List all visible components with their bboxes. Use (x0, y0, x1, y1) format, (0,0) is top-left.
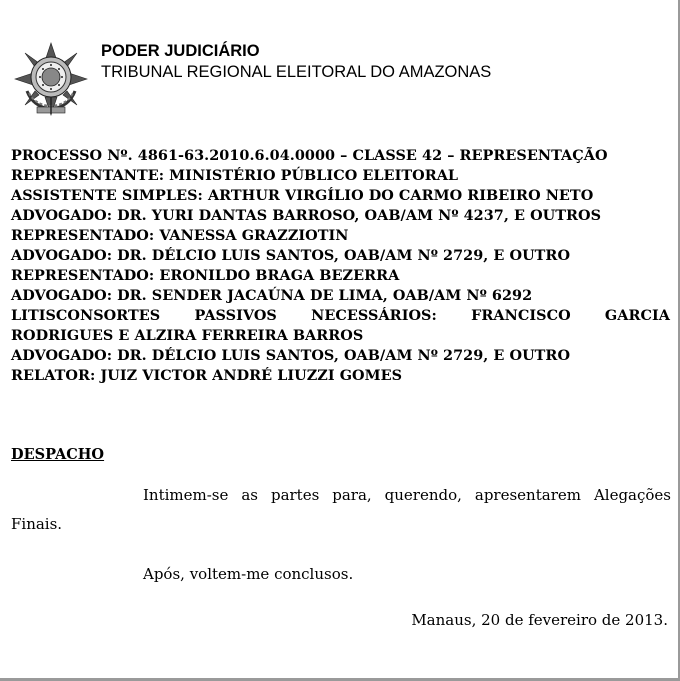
litisconsortes-line (11, 306, 670, 326)
word: apresentarem (474, 486, 581, 504)
word: Intimem-se (143, 486, 229, 504)
despacho-paragraph-1 (143, 486, 671, 504)
representado-line: REPRESENTADO: VANESSA GRAZZIOTIN (11, 227, 349, 244)
relator-line: RELATOR: JUIZ VICTOR ANDRÉ LIUZZI GOMES (11, 367, 403, 384)
word: GARCIA (604, 307, 670, 324)
closing-date: Manaus, 20 de fevereiro de 2013. (411, 611, 668, 629)
word: para, (332, 486, 372, 504)
word: querendo, (384, 486, 462, 504)
despacho-paragraph-2: Após, voltem-me conclusos. (143, 565, 354, 583)
representado-line: REPRESENTADO: ERONILDO BRAGA BEZERRA (11, 267, 400, 284)
despacho-title: DESPACHO (11, 446, 105, 463)
word: PASSIVOS (194, 307, 277, 324)
word: FRANCISCO (471, 307, 571, 324)
assistente-line: ASSISTENTE SIMPLES: ARTHUR VIRGÍLIO DO CARMO RIBEIRO NETO (11, 187, 594, 204)
word: partes (270, 486, 320, 504)
word: LITISCONSORTES (11, 307, 161, 324)
advogado-line: ADVOGADO: DR. DÉLCIO LUIS SANTOS, OAB/AM Nº 2729, E OUTRO (11, 347, 571, 364)
representante-line: REPRESENTANTE: MINISTÉRIO PÚBLICO ELEITORAL (11, 167, 459, 184)
word: as (241, 486, 258, 504)
process-block (11, 146, 670, 386)
word: NECESSÁRIOS: (311, 307, 437, 324)
advogado-line: ADVOGADO: DR. DÉLCIO LUIS SANTOS, OAB/AM Nº 2729, E OUTRO (11, 247, 571, 264)
process-number-line: PROCESSO Nº. 4861-63.2010.6.04.0000 – CLASSE 42 – REPRESENTAÇÃO (11, 147, 608, 164)
litisconsortes-continuation: RODRIGUES E ALZIRA FERREIRA BARROS (11, 327, 364, 344)
advogado-line: ADVOGADO: DR. YURI DANTAS BARROSO, OAB/AM Nº 4237, E OUTROS (11, 207, 602, 224)
coat-of-arms-icon (13, 41, 89, 117)
word: Alegações (593, 486, 671, 504)
header-subtitle: TRIBUNAL REGIONAL ELEITORAL DO AMAZONAS (101, 63, 492, 81)
header-title: PODER JUDICIÁRIO (101, 42, 260, 60)
despacho-paragraph-1-end: Finais. (11, 515, 63, 533)
advogado-line: ADVOGADO: DR. SENDER JACAÚNA DE LIMA, OAB/AM Nº 6292 (11, 287, 533, 304)
